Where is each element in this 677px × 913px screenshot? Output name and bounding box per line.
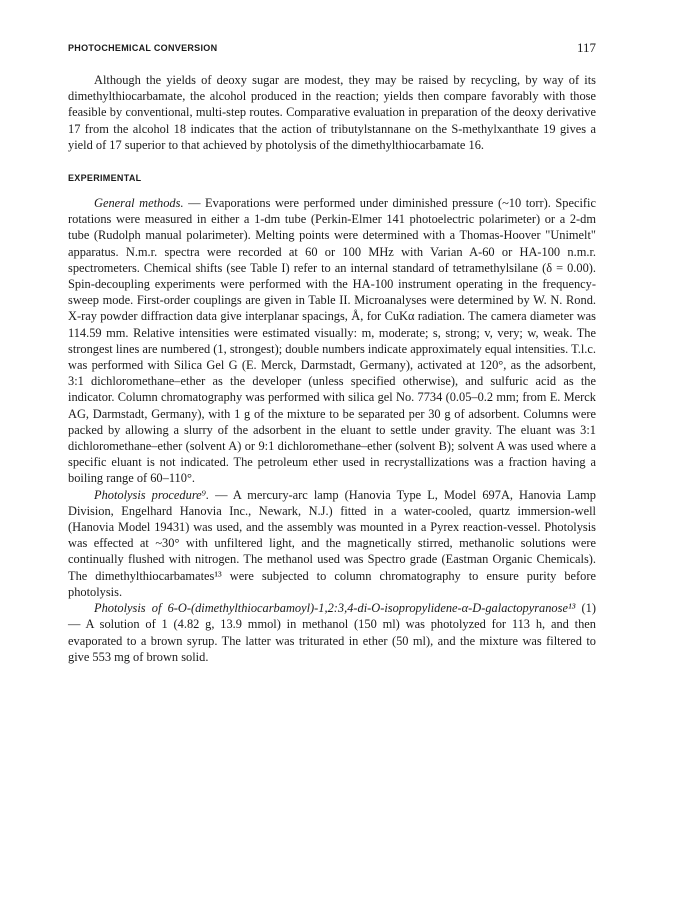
running-head: PHOTOCHEMICAL CONVERSION	[68, 43, 218, 53]
intro-paragraph: Although the yields of deoxy sugar are modest, they may be raised by recycling, by way of its dimethylthiocarbamate, the alcohol produced in the reaction; yields then compare favorably with those feasible by conventional, multi-step routes. Comparative evaluation in preparation of the deoxy derivative 17 from the alcohol 18 indicates that the action of tributylstannane on the S-methylxanthate 19 gives a yield of 17 superior to that achieved by photolysis of the dimethylthiocarbamate 16.	[68, 73, 596, 152]
section-heading-experimental: EXPERIMENTAL	[68, 173, 142, 184]
photolysis-procedure-text: — A mercury-arc lamp (Hanovia Type L, Model 697A, Hanovia Lamp Division, Engelhard Hanovia Inc., Newark, N.J.) fitted in a water-cooled, quartz immersion-well (Hanovia Model 19431) was used, and the assembly was mounted in a Pyrex reaction-vessel. Photolysis was effected at ~30° with unfiltered light, and the magnetically stirred, methanolic solutions were continually flushed with nitrogen. The methanol used was Spectro grade (Eastman Organic Chemicals). The dimethylthiocarbamates¹³ were subjected to column chromatography to ensure purity before photolysis.	[68, 487, 596, 599]
photolysis-procedure-paragraph	[68, 487, 596, 600]
photolysis-compound-text: (1) — A solution of 1 (4.82 g, 13.9 mmol) in methanol (150 ml) was photolyzed for 113 h, and then evaporated to a brown syrup. The latter was triturated in ether (50 ml), and the mixture was filtered to give 553 mg of brown solid.	[68, 601, 596, 664]
general-methods-paragraph	[68, 195, 596, 487]
general-methods-text: — Evaporations were performed under diminished pressure (~10 torr). Specific rotations were measured in either a 1-dm tube (Perkin-Elmer 141 photoelectric polarimeter) or a 2-dm tube (Rudolph manual polarimeter). Melting points were determined with a Thomas-Hoover "Unimelt" apparatus. N.m.r. spectra were recorded at 60 or 100 MHz with Varian A-60 or HA-100 n.m.r. spectrometers. Chemical shifts (see Table I) refer to an internal standard of tetramethylsilane (δ = 0.00). Spin-decoupling experiments were performed with the HA-100 instrument operating in the frequency-sweep mode. First-order couplings are given in Table II. Microanalyses were determined by W. N. Rond. X-ray powder diffraction data give interplanar spacings, Å, for CuKα radiation. The camera diameter was 114.59 mm. Relative intensities were estimated visually: m, moderate; s, strong; v, very; w, weak. The strongest lines are numbered (1, strongest); double numbers indicate approximately equal intensities. T.l.c. was performed with Silica Gel G (E. Merck, Darmstadt, Germany), activated at 120°, as the adsorbent, 3:1 dichloromethane–ether as the developer (unless specified otherwise), and sulfuric acid as the indicator. Column chromatography was performed with silica gel No. 7734 (0.05–0.2 mm; from E. Merck AG, Darmstadt, Germany), with 1 g of the mixture to be separated per 30 g of adsorbent. Columns were packed by allowing a slurry of the adsorbent in the eluant to settle under gravity. The eluant was 3:1 dichloromethane–ether (solvent A) or 9:1 dichloromethane–ether (solvent B); solvent A was used where a specific eluant is not indicated. The petroleum ether used in recrystallizations was a fraction having a boiling range of 60–110°.	[68, 196, 596, 486]
photolysis-procedure-runin: Photolysis procedure⁹.	[94, 487, 210, 502]
page-number: 117	[576, 40, 596, 55]
journal-page	[68, 40, 596, 665]
photolysis-compound-runin: Photolysis of 6-O-(dimethylthiocarbamoyl)-1,2:3,4-di-O-isopropylidene-α-D-galactopyranose¹³	[94, 601, 576, 616]
page-header	[68, 40, 596, 58]
photolysis-compound-paragraph	[68, 600, 596, 665]
general-methods-runin: General methods.	[94, 196, 184, 211]
